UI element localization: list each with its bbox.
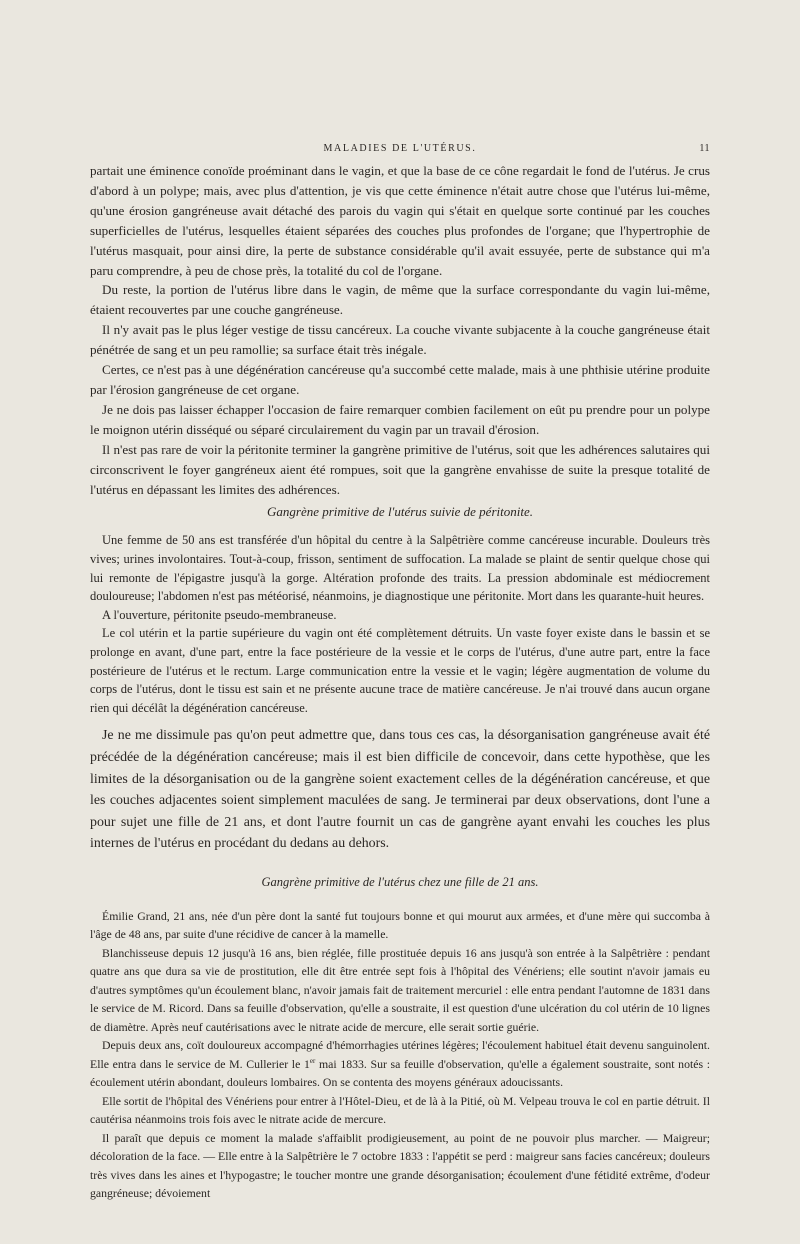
paragraph: A l'ouverture, péritonite pseudo-membraneuse. [102,607,337,622]
paragraph: Il paraît que depuis ce moment la malade s'affaiblit prodigieusement, au point de ne pouvoir plus marcher. — Maigreur; décoloration de la face. — Elle entre à la Salpêtrière le 7 octobre 1833 : l'appétit se perd : maigreur sans facies cancéreux; douleurs très vives dans les aines et l'hypogastre; le toucher montre une grande désorganisation; écoulement d'une fétidité extrême, d'odeur gangréneuse; dévoiement [90,1130,710,1201]
paragraph: Je ne me dissimule pas qu'on peut admettre que, dans tous ces cas, la désorganisation gangréneuse avait été précédée de la dégénération cancéreuse; mais il est bien difficile de concevoir, dans cette hypothèse, que les limites de la désorganisation ou de la gangrène soient exactement celles de la dégénération cancéreuse, et que les couches adjacentes soient simplement maculées de sang. Je terminerai par deux observations, dont l'une a pour sujet une fille de 21 ans, et dont l'autre fournit un cas de gangrène ayant envahi les couches les plus internes de l'utérus en procédant du dedans au dehors. [90,728,710,852]
paragraph: Je ne dois pas laisser échapper l'occasion de faire remarquer combien facilement on eût pu prendre pour un polype le moignon utérin disséqué ou séparé circulairement du vagin par un travail d'érosion. [90,401,710,437]
paragraph: Il n'y avait pas le plus léger vestige de tissu cancéreux. La couche vivante subjacente à la couche gangréneuse était pénétrée de sang et un peu ramollie; sa surface était très inégale. [90,322,710,358]
running-head [90,143,710,159]
paragraph-text: mai 1833. Sur sa feuille d'observation, qu'elle a également soustraite, sont notés : écoulement utérin abondant, douleurs lombaires. On se contenta des moyens généraux adoucissants. [90,1056,711,1090]
superscript: er [309,1056,316,1065]
section-heading: Gangrène primitive de l'utérus chez une fille de 21 ans. [261,874,539,889]
paragraph: Elle sortit de l'hôpital des Vénériens pour entrer à l'Hôtel-Dieu, et de là à la Pitié, où M. Velpeau trouva le col en partie détruit. Il cautérisa néanmoins trois fois avec le nitrate acide de mercure. [90,1093,710,1127]
running-title: MALADIES DE L'UTÉRUS. [323,143,477,154]
paragraph: Le col utérin et la partie supérieure du vagin ont été complètement détruits. Un vaste foyer existe dans le bassin et se prolonge en avant, d'une part, entre la face postérieure de la vessie et le corps de l'utérus, d'une autre part, entre la face postérieure de l'utérus et le rectum. Large communication entre la vessie et le vagin; légère augmentation de volume du corps de l'utérus, dont le tissu est sain et ne présente aucune trace de matière cancéreuse. Je n'ai trouvé dans aucun organe rien qui décélât la dégénération cancéreuse. [90,626,710,715]
paragraph: Une femme de 50 ans est transférée d'un hôpital du centre à la Salpêtrière comme cancéreuse incurable. Douleurs très vives; urines involontaires. Tout-à-coup, frisson, sentiment de suffocation. La malade se plaint de sentir quelque chose qui lui remonte de l'épigastre jusqu'à la gorge. Altération profonde des traits. La pression abdominale est médiocrement douloureuse; l'abdomen n'est pas météorisé, néanmoins, je diagnostique une péritonite. Mort dans les quarante-huit heures. [90,533,710,604]
page-number: 11 [699,143,710,154]
section-heading: Gangrène primitive de l'utérus suivie de péritonite. [267,504,533,520]
paragraph-text: Depuis deux ans, coït douloureux accompagné d'hémorrhagies utérines légères; l'écoulement habituel était devenu sanguinolent. Elle entra dans le service de M. Cullerier le 1 [90,1038,710,1071]
paragraph: Émilie Grand, 21 ans, née d'un père dont la santé fut toujours bonne et qui mourut aux armées, et d'une mère qui succomba à l'âge de 48 ans, par suite d'une récidive de cancer à la mamelle. [90,908,710,942]
paragraph: Du reste, la portion de l'utérus libre dans le vagin, de même que la surface correspondante du vagin lui-même, étaient recouvertes par une couche gangréneuse. [90,282,710,318]
paragraph: Certes, ce n'est pas à une dégénération cancéreuse qu'a succombé cette malade, mais à une phthisie utérine produite par l'érosion gangréneuse de cet organe. [90,362,710,397]
paragraph: Il n'est pas rare de voir la péritonite terminer la gangrène primitive de l'utérus, soit que les adhérences salutaires qui circonscrivent le foyer gangréneux aient été rompues, soit que la gangrène envahisse de suite la presque totalité de l'utérus en dépassant les limites des adhérences. [90,441,710,497]
body-text [90,161,710,1203]
paragraph: Blanchisseuse depuis 12 jusqu'à 16 ans, bien réglée, fille prostituée depuis 16 ans jusqu'à son entrée à la Salpêtrière : pendant quatre ans que dura sa vie de prostitution, elle dit être entrée sept fois à l'hôpital des Vénériens; elle soutint n'avoir jamais eu d'autres symptômes qu'un écoulement blanc, n'avoir jamais fait de traitement mercuriel : elle entra pendant l'automne de 1831 dans le service de M. Ricord. Dans sa feuille d'observation, qu'elle a soustraite, il est question d'une ulcération du col utérin de 10 lignes de diamètre. Après neuf cautérisations avec le nitrate acide de mercure, elle serait sortie guérie. [90,945,710,1034]
paragraph [90,1036,710,1092]
paragraph: partait une éminence conoïde proéminant dans le vagin, et que la base de ce cône regardait le fond de l'utérus. Je crus d'abord à un polype; mais, avec plus d'attention, je vis que cette éminence n'était autre chose que l'utérus lui-même, qu'une érosion gangréneuse avait détaché des parois du vagin qui s'était en quelque sorte continué par les couches superficielles de l'utérus, lesquelles étaient séparées des couches plus profondes de l'organe; que l'hypertrophie de l'utérus masquait, pour ainsi dire, la perte de substance considérable qu'il avait essuyée, perte de substance qui m'a paru comprendre, à peu de chose près, la totalité du col de l'organe. [90,163,710,278]
